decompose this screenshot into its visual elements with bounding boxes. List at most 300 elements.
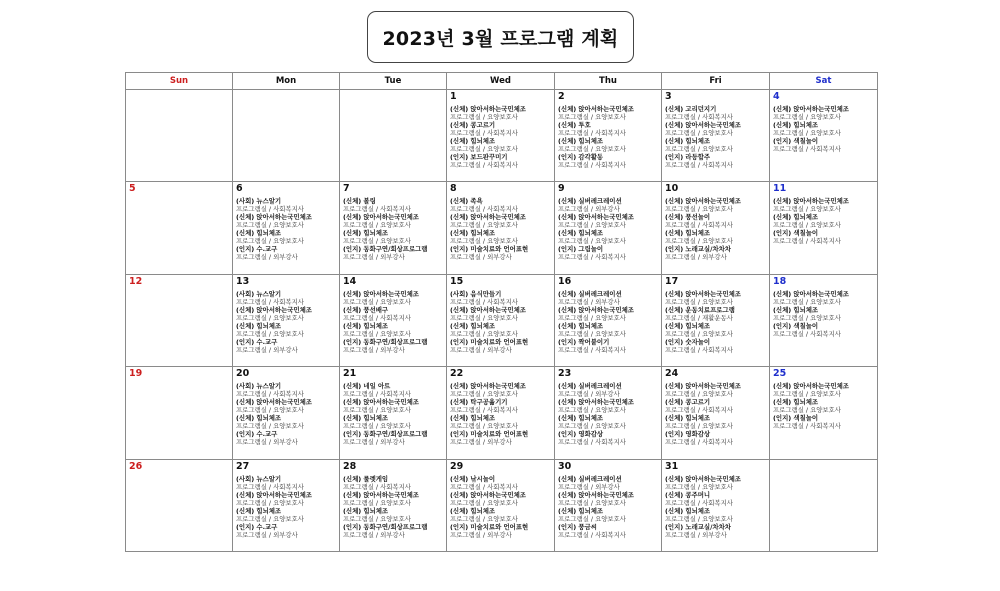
program-entry — [343, 523, 444, 539]
program-name: (신체) 앉아서하는국민체조 — [558, 105, 634, 113]
program-location-staff: 프로그램실 / 외부강사 — [236, 438, 298, 447]
program-name: (신체) 앉아서하는국민체조 — [236, 213, 312, 222]
program-entry — [236, 245, 337, 261]
program-name: (신체) 힘뇌체조 — [558, 229, 604, 238]
program-name: (신체) 탁구공옮기기 — [450, 398, 508, 407]
week-row — [126, 367, 878, 459]
program-entry — [665, 290, 767, 306]
program-location-staff: 프로그램실 / 요양보호사 — [665, 390, 733, 399]
day-number: 3 — [665, 91, 672, 102]
program-entry — [450, 322, 552, 338]
calendar-day-cell — [447, 459, 555, 551]
day-number: 13 — [236, 275, 250, 287]
calendar-day-cell — [770, 182, 878, 274]
program-entry — [558, 382, 659, 398]
program-name: (신체) 앉아서하는국민체조 — [558, 213, 634, 222]
day-number: 25 — [773, 368, 787, 380]
program-location-staff: 프로그램실 / 요양보호사 — [236, 237, 304, 246]
program-entry — [773, 229, 875, 245]
program-location-staff: 프로그램실 / 외부강사 — [450, 253, 512, 262]
program-location-staff: 프로그램실 / 요양보호사 — [558, 145, 626, 153]
program-entry — [773, 105, 875, 121]
program-location-staff: 프로그램실 / 외부강사 — [558, 482, 620, 491]
program-location-staff: 프로그램실 / 요양보호사 — [773, 129, 841, 137]
program-entry — [236, 338, 337, 354]
program-entry — [343, 197, 444, 213]
program-name: (신체) 족욕 — [450, 197, 483, 206]
weekday-mon: Mon — [233, 73, 340, 90]
program-entry — [343, 507, 444, 523]
program-entry — [773, 306, 875, 322]
program-entry — [236, 229, 337, 245]
day-number: 23 — [558, 368, 572, 380]
program-entry — [343, 213, 444, 229]
program-name: (신체) 앉아서하는국민체조 — [343, 213, 419, 222]
program-location-staff: 프로그램실 / 요양보호사 — [450, 329, 518, 338]
week-row — [126, 459, 878, 551]
day-number: 11 — [773, 183, 787, 195]
program-location-staff: 프로그램실 / 요양보호사 — [450, 221, 518, 230]
program-entry — [343, 475, 444, 491]
program-entry — [665, 507, 767, 523]
program-entry — [236, 414, 337, 430]
program-entry — [450, 491, 552, 507]
program-entry — [558, 245, 659, 261]
program-location-staff: 프로그램실 / 사회복지사 — [665, 113, 733, 121]
calendar-day-cell — [126, 182, 233, 274]
program-location-staff: 프로그램실 / 요양보호사 — [773, 221, 841, 230]
program-entry — [450, 229, 552, 245]
program-location-staff: 프로그램실 / 재활운동사 — [665, 313, 733, 322]
program-location-staff: 프로그램실 / 사회복지사 — [773, 422, 841, 431]
day-number: 15 — [450, 275, 464, 287]
program-name: (신체) 앉아서하는국민체조 — [450, 213, 526, 222]
program-name: (인지) 라등합주 — [665, 153, 711, 161]
calendar-day-cell — [126, 90, 233, 182]
program-name: (신체) 앉아서하는국민체조 — [773, 197, 849, 206]
program-location-staff: 프로그램실 / 요양보호사 — [773, 390, 841, 399]
program-name: (신체) 실버레크레이션 — [558, 474, 622, 483]
calendar-day-cell — [770, 90, 878, 182]
program-name: (신체) 고리던지기 — [665, 105, 717, 113]
program-location-staff: 프로그램실 / 사회복지사 — [773, 329, 841, 338]
day-number: 12 — [129, 275, 143, 287]
program-name: (인지) 짝어붙이기 — [558, 337, 610, 346]
program-name: (인지) 영화감상 — [558, 430, 604, 439]
program-name: (신체) 힘뇌체조 — [450, 229, 496, 238]
program-entry — [665, 306, 767, 322]
program-name: (신체) 앉아서하는국민체조 — [773, 105, 849, 113]
program-name: (인지) 미술치료와 언어표현 — [450, 337, 529, 346]
program-name: (신체) 힘뇌체조 — [665, 506, 711, 515]
program-name: (신체) 운동치료프로그램 — [665, 305, 735, 314]
program-location-staff: 프로그램실 / 요양보호사 — [665, 237, 733, 246]
program-location-staff: 프로그램실 / 사회복지사 — [665, 498, 733, 507]
program-entry — [343, 322, 444, 338]
program-location-staff: 프로그램실 / 외부강사 — [558, 390, 620, 399]
program-entry — [450, 306, 552, 322]
program-location-staff: 프로그램실 / 외부강사 — [665, 253, 727, 262]
calendar-day-cell — [233, 182, 340, 274]
program-name: (신체) 앉아서하는국민체조 — [773, 382, 849, 391]
calendar-day-cell — [770, 274, 878, 366]
program-location-staff: 프로그램실 / 요양보호사 — [558, 237, 626, 246]
program-entry — [773, 121, 875, 137]
program-name: (신체) 힘뇌체조 — [665, 137, 711, 145]
day-number: 1 — [450, 91, 457, 102]
program-name: (신체) 투호 — [558, 121, 591, 129]
program-entry — [236, 290, 337, 306]
program-location-staff: 프로그램실 / 요양보호사 — [558, 313, 626, 322]
program-location-staff: 프로그램실 / 요양보호사 — [343, 329, 411, 338]
calendar-day-cell — [447, 274, 555, 366]
program-name: (신체) 힘뇌체조 — [236, 414, 282, 423]
program-name: (인지) 동화구연/회상프로그램 — [343, 430, 428, 439]
program-location-staff: 프로그램실 / 사회복지사 — [773, 145, 841, 153]
program-entry — [558, 475, 659, 491]
program-entry — [343, 338, 444, 354]
day-number: 26 — [129, 460, 143, 472]
program-location-staff: 프로그램실 / 사회복지사 — [236, 297, 304, 306]
program-location-staff: 프로그램실 / 요양보호사 — [450, 514, 518, 523]
program-location-staff: 프로그램실 / 외부강사 — [236, 345, 298, 354]
calendar-day-cell — [662, 367, 770, 459]
program-name: (인지) 노래교실/차차차 — [665, 522, 731, 531]
program-entry — [558, 153, 659, 169]
calendar-day-cell — [340, 90, 447, 182]
calendar-day-cell — [662, 459, 770, 551]
program-name: (신체) 힘뇌체조 — [236, 229, 282, 238]
program-name: (신체) 앉아서하는국민체조 — [665, 289, 741, 298]
program-entry — [558, 414, 659, 430]
calendar-day-cell — [555, 367, 662, 459]
program-location-staff: 프로그램실 / 사회복지사 — [343, 313, 411, 322]
program-location-staff: 프로그램실 / 사회복지사 — [343, 205, 411, 214]
program-location-staff: 프로그램실 / 요양보호사 — [343, 221, 411, 230]
program-entry — [450, 197, 552, 213]
program-name: (인지) 동화구연/회상프로그램 — [343, 245, 428, 254]
program-entry — [773, 398, 875, 414]
program-name: (신체) 앉아서하는국민체조 — [343, 490, 419, 499]
day-number: 4 — [773, 91, 780, 102]
program-entry — [343, 382, 444, 398]
day-number: 10 — [665, 183, 679, 195]
program-location-staff: 프로그램실 / 요양보호사 — [665, 514, 733, 523]
program-location-staff: 프로그램실 / 사회복지사 — [558, 161, 626, 169]
calendar-table — [125, 72, 878, 552]
program-entry — [665, 475, 767, 491]
program-entry — [558, 105, 659, 121]
program-location-staff: 프로그램실 / 요양보호사 — [665, 329, 733, 338]
program-name: (인지) 그림놀이 — [558, 245, 604, 254]
program-entry — [773, 290, 875, 306]
program-name: (신체) 앉아서하는국민체조 — [665, 382, 741, 391]
program-entry — [665, 523, 767, 539]
program-entry — [343, 306, 444, 322]
program-name: (인지) 미술치료와 언어표현 — [450, 522, 529, 531]
program-entry — [558, 398, 659, 414]
program-location-staff: 프로그램실 / 요양보호사 — [773, 113, 841, 121]
program-name: (신체) 힘뇌체조 — [343, 506, 389, 515]
week-row — [126, 274, 878, 366]
program-location-staff: 프로그램실 / 사회복지사 — [450, 482, 518, 491]
program-entry — [773, 382, 875, 398]
program-name: (신체) 힘뇌체조 — [450, 506, 496, 515]
program-entry — [343, 414, 444, 430]
program-entry — [558, 491, 659, 507]
program-location-staff: 프로그램실 / 요양보호사 — [773, 313, 841, 322]
program-location-staff: 프로그램실 / 사회복지사 — [236, 205, 304, 214]
program-name: (신체) 앉아서하는국민체조 — [665, 197, 741, 206]
program-name: (신체) 힘뇌체조 — [558, 506, 604, 515]
calendar-day-cell — [233, 459, 340, 551]
day-number: 29 — [450, 460, 464, 472]
program-name: (인지) 동화구연/회상프로그램 — [343, 522, 428, 531]
program-location-staff: 프로그램실 / 요양보호사 — [343, 237, 411, 246]
calendar-day-cell — [662, 274, 770, 366]
program-location-staff: 프로그램실 / 요양보호사 — [236, 313, 304, 322]
program-name: (신체) 낚시놀이 — [450, 474, 496, 483]
program-entry — [665, 197, 767, 213]
weekday-fri: Fri — [662, 73, 770, 90]
weekday-tue: Tue — [340, 73, 447, 90]
program-location-staff: 프로그램실 / 요양보호사 — [343, 514, 411, 523]
program-location-staff: 프로그램실 / 사회복지사 — [558, 345, 626, 354]
program-entry — [773, 197, 875, 213]
day-number: 31 — [665, 460, 679, 472]
program-location-staff: 프로그램실 / 요양보호사 — [236, 221, 304, 230]
program-name: (신체) 앉아서하는국민체조 — [450, 105, 526, 113]
calendar-day-cell — [126, 274, 233, 366]
program-location-staff: 프로그램실 / 요양보호사 — [236, 498, 304, 507]
program-name: (신체) 힘뇌체조 — [773, 305, 819, 314]
program-name: (신체) 힘뇌체조 — [236, 321, 282, 330]
program-location-staff: 프로그램실 / 요양보호사 — [665, 422, 733, 431]
program-location-staff: 프로그램실 / 요양보호사 — [558, 113, 626, 121]
program-location-staff: 프로그램실 / 외부강사 — [343, 530, 405, 539]
weekday-sat: Sat — [770, 73, 878, 90]
program-location-staff: 프로그램실 / 사회복지사 — [450, 205, 518, 214]
program-location-staff: 프로그램실 / 요양보호사 — [450, 237, 518, 246]
program-name: (신체) 힘뇌체조 — [343, 414, 389, 423]
day-number: 7 — [343, 183, 350, 195]
program-location-staff: 프로그램실 / 요양보호사 — [343, 422, 411, 431]
program-name: (신체) 풍선배구 — [343, 305, 389, 314]
program-location-staff: 프로그램실 / 사회복지사 — [343, 482, 411, 491]
program-location-staff: 프로그램실 / 사회복지사 — [665, 406, 733, 415]
day-number: 2 — [558, 91, 565, 102]
program-location-staff: 프로그램실 / 외부강사 — [343, 438, 405, 447]
program-name: (신체) 힘뇌체조 — [665, 321, 711, 330]
program-entry — [236, 475, 337, 491]
program-location-staff: 프로그램실 / 사회복지사 — [236, 482, 304, 491]
program-entry — [558, 306, 659, 322]
program-location-staff: 프로그램실 / 요양보호사 — [665, 129, 733, 137]
program-entry — [236, 491, 337, 507]
program-entry — [343, 245, 444, 261]
program-entry — [665, 491, 767, 507]
program-entry — [343, 229, 444, 245]
program-name: (인지) 색칠놀이 — [773, 321, 819, 330]
calendar-day-cell — [340, 459, 447, 551]
program-entry — [450, 430, 552, 446]
program-name: (인지) 수.교구 — [236, 337, 278, 346]
calendar-day-cell — [555, 274, 662, 366]
program-name: (인지) 동화구연/회상프로그램 — [343, 337, 428, 346]
calendar-day-cell — [662, 90, 770, 182]
program-location-staff: 프로그램실 / 요양보호사 — [773, 297, 841, 306]
program-entry — [558, 213, 659, 229]
program-location-staff: 프로그램실 / 사회복지사 — [665, 161, 733, 169]
program-entry — [665, 137, 767, 153]
program-location-staff: 프로그램실 / 요양보호사 — [558, 514, 626, 523]
day-number: 22 — [450, 368, 464, 380]
program-entry — [343, 430, 444, 446]
program-name: (인지) 수.교구 — [236, 430, 278, 439]
program-entry — [665, 213, 767, 229]
calendar-day-cell — [126, 459, 233, 551]
program-name: (신체) 힘뇌체조 — [773, 213, 819, 222]
program-location-staff: 프로그램실 / 요양보호사 — [450, 145, 518, 153]
program-entry — [558, 137, 659, 153]
day-number: 27 — [236, 460, 250, 472]
program-location-staff: 프로그램실 / 사회복지사 — [343, 390, 411, 399]
program-location-staff: 프로그램실 / 사회복지사 — [236, 390, 304, 399]
program-location-staff: 프로그램실 / 요양보호사 — [450, 113, 518, 121]
program-name: (신체) 룰렛게임 — [343, 474, 389, 483]
program-location-staff: 프로그램실 / 요양보호사 — [450, 498, 518, 507]
program-name: (신체) 앉아서하는국민체조 — [558, 490, 634, 499]
calendar-day-cell — [447, 367, 555, 459]
program-location-staff: 프로그램실 / 외부강사 — [236, 530, 298, 539]
program-entry — [450, 382, 552, 398]
program-entry — [665, 338, 767, 354]
program-name: (신체) 힘뇌체조 — [773, 398, 819, 407]
program-entry — [558, 322, 659, 338]
program-name: (신체) 힘뇌체조 — [665, 414, 711, 423]
program-entry — [665, 398, 767, 414]
program-name: (신체) 힘뇌체조 — [450, 321, 496, 330]
weekday-header-row — [126, 73, 878, 90]
program-name: (신체) 힘뇌체조 — [450, 137, 496, 145]
program-name: (사회) 뉴스알기 — [236, 382, 282, 391]
program-location-staff: 프로그램실 / 사회복지사 — [558, 530, 626, 539]
program-name: (신체) 앉아서하는국민체조 — [343, 398, 419, 407]
program-location-staff: 프로그램실 / 사회복지사 — [558, 253, 626, 262]
program-entry — [236, 213, 337, 229]
program-name: (신체) 실버레크레이션 — [558, 382, 622, 391]
program-name: (인지) 미술치료와 언어표현 — [450, 430, 529, 439]
program-entry — [450, 290, 552, 306]
calendar-day-cell — [447, 90, 555, 182]
program-entry — [236, 306, 337, 322]
program-name: (신체) 실버레크레이션 — [558, 289, 622, 298]
weekday-sun: Sun — [126, 73, 233, 90]
day-number: 28 — [343, 460, 357, 472]
program-name: (사회) 뉴스알기 — [236, 289, 282, 298]
week-row — [126, 182, 878, 274]
program-entry — [558, 507, 659, 523]
program-name: (인지) 보드판꾸미기 — [450, 153, 508, 161]
program-name: (사회) 음식만들기 — [450, 289, 502, 298]
day-number: 30 — [558, 460, 572, 472]
program-name: (사회) 뉴스알기 — [236, 474, 282, 483]
program-name: (신체) 앉아서하는국민체조 — [773, 289, 849, 298]
calendar-day-cell — [555, 459, 662, 551]
program-location-staff: 프로그램실 / 요양보호사 — [665, 482, 733, 491]
program-location-staff: 프로그램실 / 외부강사 — [450, 530, 512, 539]
program-name: (신체) 앉아서하는국민체조 — [450, 490, 526, 499]
program-location-staff: 프로그램실 / 외부강사 — [343, 253, 405, 262]
calendar-day-cell — [126, 367, 233, 459]
program-entry — [236, 507, 337, 523]
program-entry — [665, 121, 767, 137]
program-location-staff: 프로그램실 / 외부강사 — [665, 530, 727, 539]
program-name: (신체) 앉아서하는국민체조 — [665, 474, 741, 483]
program-entry — [665, 245, 767, 261]
program-entry — [450, 523, 552, 539]
program-location-staff: 프로그램실 / 요양보호사 — [343, 406, 411, 415]
program-entry — [236, 398, 337, 414]
program-location-staff: 프로그램실 / 요양보호사 — [236, 406, 304, 415]
day-number: 19 — [129, 368, 143, 380]
program-entry — [450, 507, 552, 523]
program-entry — [343, 491, 444, 507]
calendar-day-cell — [770, 367, 878, 459]
program-name: (신체) 힘뇌체조 — [450, 414, 496, 423]
program-entry — [665, 105, 767, 121]
program-name: (신체) 앉아서하는국민체조 — [236, 490, 312, 499]
program-location-staff: 프로그램실 / 사회복지사 — [558, 438, 626, 447]
calendar-day-cell — [662, 182, 770, 274]
week-row — [126, 90, 878, 182]
day-number: 24 — [665, 368, 679, 380]
program-entry — [665, 153, 767, 169]
program-name: (신체) 콩고르기 — [450, 121, 496, 129]
program-entry — [343, 290, 444, 306]
program-location-staff: 프로그램실 / 외부강사 — [558, 297, 620, 306]
program-entry — [773, 137, 875, 153]
program-location-staff: 프로그램실 / 외부강사 — [450, 345, 512, 354]
program-name: (신체) 힘뇌체조 — [343, 321, 389, 330]
program-name: (인지) 색칠놀이 — [773, 137, 819, 145]
program-entry — [450, 153, 552, 169]
program-location-staff: 프로그램실 / 사회복지사 — [665, 221, 733, 230]
program-entry — [558, 430, 659, 446]
program-location-staff: 프로그램실 / 요양보호사 — [558, 406, 626, 415]
program-name: (신체) 힘뇌체조 — [558, 414, 604, 423]
program-location-staff: 프로그램실 / 외부강사 — [558, 205, 620, 214]
calendar-day-cell — [340, 274, 447, 366]
program-location-staff: 프로그램실 / 사회복지사 — [450, 406, 518, 415]
program-entry — [236, 523, 337, 539]
program-name: (신체) 힘뇌체조 — [236, 506, 282, 515]
program-name: (신체) 앉아서하는국민체조 — [450, 382, 526, 391]
program-name: (신체) 네일 아트 — [343, 382, 391, 391]
program-name: (신체) 앉아서하는국민체조 — [558, 305, 634, 314]
calendar-day-cell — [340, 182, 447, 274]
program-entry — [450, 245, 552, 261]
program-name: (인지) 색칠놀이 — [773, 229, 819, 238]
program-entry — [558, 197, 659, 213]
calendar-day-cell — [447, 182, 555, 274]
program-name: (신체) 앉아서하는국민체조 — [343, 289, 419, 298]
program-location-staff: 프로그램실 / 요양보호사 — [558, 221, 626, 230]
calendar-day-cell — [770, 459, 878, 551]
program-name: (인지) 색칠놀이 — [773, 414, 819, 423]
program-entry — [236, 430, 337, 446]
program-name: (신체) 콩고르기 — [665, 398, 711, 407]
